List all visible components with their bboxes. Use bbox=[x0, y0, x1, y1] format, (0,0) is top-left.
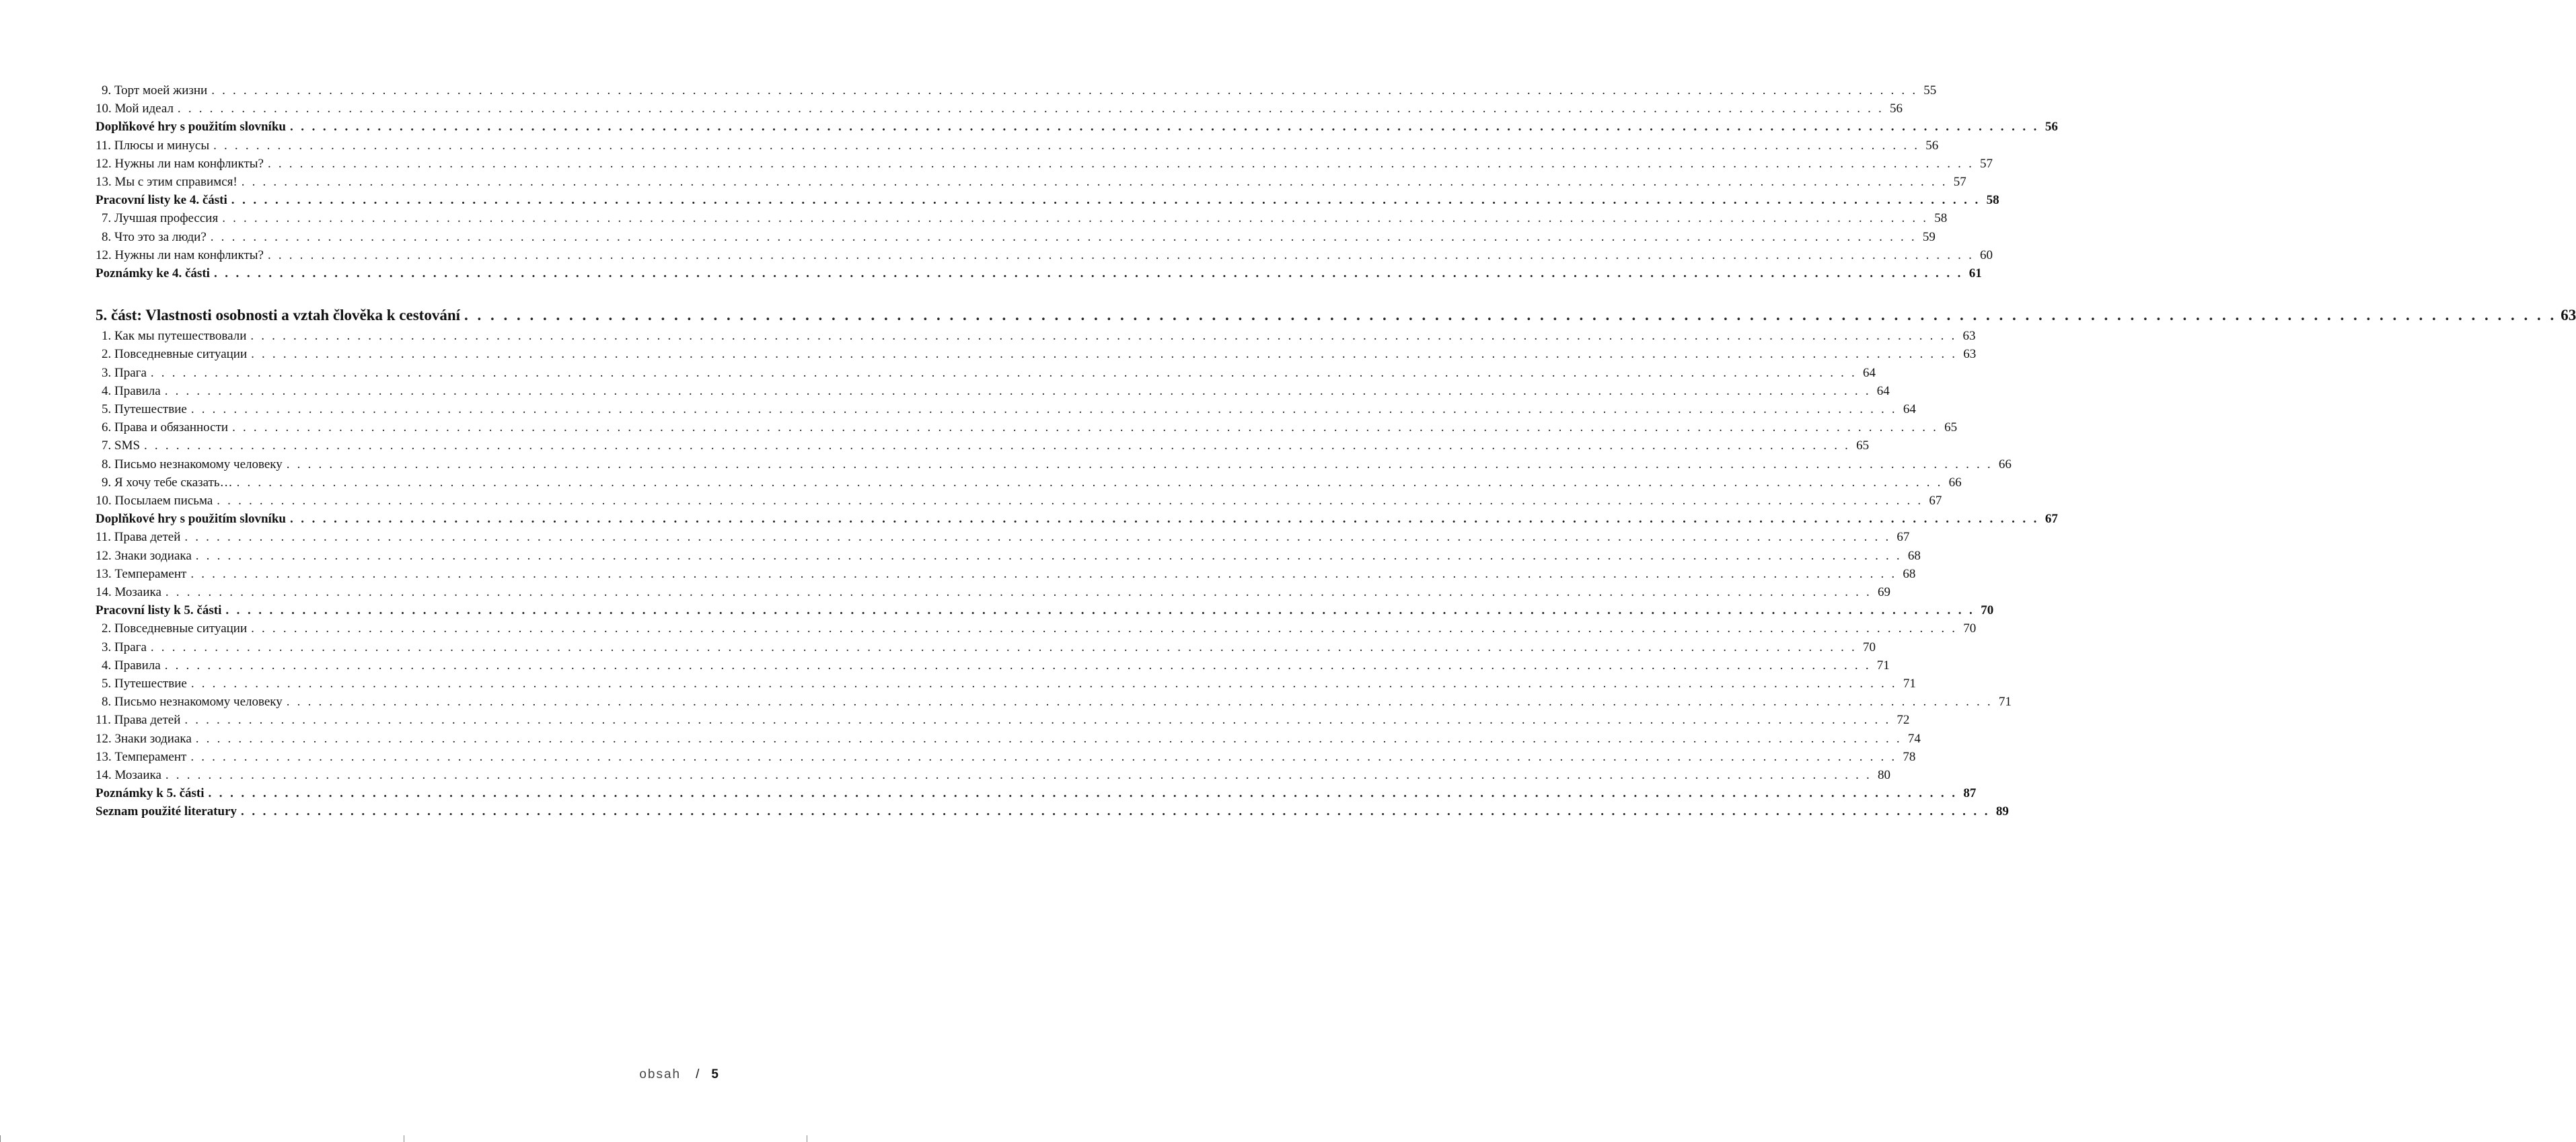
toc-page-number: 58 bbox=[1934, 211, 1948, 226]
toc-entry bbox=[96, 174, 1966, 191]
toc-entry-number: 6. bbox=[102, 420, 112, 435]
toc-page-number: 56 bbox=[2045, 120, 2058, 135]
toc-page-number: 67 bbox=[1929, 494, 1942, 508]
toc-entry-label bbox=[96, 265, 214, 282]
dot-leader: . . . . . . . . . . . . . . . . . . . . . . . . . . . . . . . . . . . . . . . . . . . . . . . . . . . . . . . . . . . . . . . . . . . . . . . . . . . . . . . . . . . . . . . . . . . . . . . . . . . . . . . . . . . . . . . . . . . . . . . . . . . . . . . . . . . . . . . . . . . . . . . . . . . . . . . . . . . . . . . . bbox=[195, 731, 1902, 746]
toc-page-number: 80 bbox=[1877, 768, 1890, 782]
dot-leader: . . . . . . . . . . . . . . . . . . . . . . . . . . . . . . . . . . . . . . . . . . . . . . . . . . . . . . . . . . . . . . . . . . . . . . . . . . . . . . . . . . . . . . . . . . . . . . . . . . . . . . . . . . . . . . . . . . . . . . . . . . . . . . . . . . . . . . . . . . . . . . . . . . . . . . . . . . . . . . . . bbox=[213, 266, 1963, 280]
toc-page-number: 87 bbox=[1963, 786, 1977, 801]
toc-page-number: 64 bbox=[1862, 365, 1876, 380]
toc-section-heading bbox=[96, 118, 2058, 136]
toc-entry-number: 10. bbox=[96, 102, 112, 116]
toc-entry bbox=[96, 639, 1876, 656]
dot-leader: . . . . . . . . . . . . . . . . . . . . . . . . . . . . . . . . . . . . . . . . . . . . . . . . . . . . . . . . . . . . . . . . . . . . . . . . . . . . . . . . . . . . . . . . . . . . . . . . . . . . . . . . . . . . . . . . . . . . . . . . . . . . . . . . . . . . . . . . . . . . . . . . . . . . . . . . . . . . . . . . bbox=[195, 548, 1902, 563]
toc-entry-title: Я хочу тебе сказать… bbox=[114, 475, 233, 490]
toc-entry-number: 11. bbox=[96, 138, 112, 153]
toc-entry-label bbox=[96, 137, 213, 155]
toc-entry-number: 7. bbox=[102, 439, 112, 453]
dot-leader: . . . . . . . . . . . . . . . . . . . . . . . . . . . . . . . . . . . . . . . . . . . . . . . . . . . . . . . . . . . . . . . . . . . . . . . . . . . . . . . . . . . . . . . . . . . . . . . . . . . . . . . . . . . . . . . . . . . . . . . . . . . . . . . . . . . . . . . . . . . . . . . . . . . . . . . . . . . . . . . . bbox=[210, 229, 1917, 244]
toc-entry-title: Права и обязанности bbox=[114, 420, 229, 435]
toc-entry-label bbox=[96, 749, 190, 766]
toc-page-number: 74 bbox=[1907, 731, 1921, 746]
toc-entry bbox=[96, 529, 1910, 546]
toc-page-number: 78 bbox=[1903, 749, 1916, 764]
toc-entry-number: 12. bbox=[96, 248, 112, 262]
toc-page-number: 89 bbox=[1995, 804, 2009, 819]
toc-part-heading bbox=[96, 305, 2576, 326]
dot-leader: . . . . . . . . . . . . . . . . . . . . . . . . . . . . . . . . . . . . . . . . . . . . . . . . . . . . . . . . . . . . . . . . . . . . . . . . . . . . . . . . . . . . . . . . . . . . . . . . . . . . . . . . . . . . . . . . . . . . . . . . . . . . . . . . . . . . . . . . . . . . . . . . . . . . . . . . . . . . . . . . bbox=[251, 347, 1958, 362]
toc-entry-title: Путешествие bbox=[114, 402, 187, 416]
toc-entry-label bbox=[96, 82, 211, 100]
page-number: 5 bbox=[711, 1067, 719, 1081]
toc-entry-label bbox=[96, 210, 222, 227]
toc-entry-label bbox=[96, 328, 250, 345]
toc-entry-number: 5. bbox=[102, 402, 112, 416]
toc-page-number: 68 bbox=[1903, 566, 1916, 581]
toc-entry-label bbox=[96, 155, 268, 173]
toc-entry bbox=[96, 675, 1916, 693]
toc-page-number: 64 bbox=[1876, 383, 1890, 398]
toc-entry-number: 13. bbox=[96, 749, 112, 764]
toc-entry-label bbox=[96, 346, 251, 363]
toc-entry-label bbox=[96, 767, 165, 784]
dot-leader: . . . . . . . . . . . . . . . . . . . . . . . . . . . . . . . . . . . . . . . . . . . . . . . . . . . . . . . . . . . . . . . . . . . . . . . . . . . . . . . . . . . . . . . . . . . . . . . . . . . . . . . . . . . . . . . . . . . . . . . . . . . . . . . . . . . . . . . . . . . . . . . . . . . . . . . . . . . . . . . . bbox=[213, 138, 1920, 153]
toc-entry bbox=[96, 437, 1870, 455]
toc-entry-title: Seznam použité literatury bbox=[96, 804, 237, 819]
dot-leader: . . . . . . . . . . . . . . . . . . . . . . . . . . . . . . . . . . . . . . . . . . . . . . . . . . . . . . . . . . . . . . . . . . . . . . . . . . . . . . . . . . . . . . . . . . . . . . . . . . . . . . . . . . . . . . . . . . . . . . . . . . . . . . . . . . . . . . . . . . . . . . . . . . . . . . . . . . . . . . . . bbox=[150, 365, 1857, 380]
toc-entry bbox=[96, 767, 1890, 784]
toc-entry bbox=[96, 247, 1993, 264]
toc-entry-title: Знаки зодиака bbox=[114, 548, 192, 563]
dot-leader: . . . . . . . . . . . . . . . . . . . . . . . . . . . . . . . . . . . . . . . . . . . . . . . . . . . . . . . . . . . . . . . . . . . . . . . . . . . . . . . . . . . . . . . . . . . . . . . . . . . . . . . . . . . . . . . . . . . . . . . . . . . . . . . . . . . . . . . . . . . . . . . . . . . . . . . . . . . . . . . . bbox=[150, 640, 1857, 654]
toc-entry-label bbox=[96, 118, 290, 136]
toc-section-heading bbox=[96, 803, 2009, 821]
toc-entry-label bbox=[96, 529, 184, 546]
toc-entry-number: 10. bbox=[96, 494, 112, 508]
toc-page-number: 71 bbox=[1998, 695, 2012, 710]
toc-entry-title: Посылаем письма bbox=[114, 494, 213, 508]
toc-entry-label bbox=[96, 401, 191, 418]
toc-entry-title: Poznámky k 5. části bbox=[96, 786, 205, 801]
toc-entry-title: Правила bbox=[114, 658, 161, 673]
toc-entry-title: Мой идеал bbox=[114, 102, 174, 116]
toc-entry bbox=[96, 657, 1890, 675]
toc-entry-title: Письмо незнакомому человеку bbox=[114, 695, 283, 710]
dot-leader: . . . . . . . . . . . . . . . . . . . . . . . . . . . . . . . . . . . . . . . . . . . . . . . . . . . . . . . . . . . . . . . . . . . . . . . . . . . . . . . . . . . . . . . . . . . . . . . . . . . . . . . . . . . . . . . . . . . . . . . . . . . . . . . . . . . . . . . . . . . . . . . . . . . . . . . . . . . . . . . . bbox=[241, 804, 1990, 819]
toc-entry-title: Мозаика bbox=[114, 768, 161, 782]
dot-leader: . . . . . . . . . . . . . . . . . . . . . . . . . . . . . . . . . . . . . . . . . . . . . . . . . . . . . . . . . . . . . . . . . . . . . . . . . . . . . . . . . . . . . . . . . . . . . . . . . . . . . . . . . . . . . . . . . . . . . . . . . . . . . . . . . . . . . . . . . . . . . . . . . . . . . . . . . . . . . . . . bbox=[286, 695, 1993, 710]
toc-entry bbox=[96, 346, 1977, 363]
toc-page-number: 57 bbox=[1953, 175, 1966, 189]
page-footer bbox=[639, 1067, 719, 1082]
toc-page-number: 67 bbox=[1897, 530, 1910, 545]
toc-section-heading bbox=[96, 602, 1994, 619]
toc-entry-label bbox=[96, 693, 287, 711]
toc-page-number: 71 bbox=[1876, 658, 1890, 673]
toc-section-heading bbox=[96, 785, 1977, 802]
toc-entry-number: 13. bbox=[96, 175, 112, 189]
toc-entry bbox=[96, 137, 1939, 155]
toc-entry bbox=[96, 229, 1936, 246]
toc-entry-label bbox=[96, 229, 211, 246]
toc-page-number: 63 bbox=[1963, 347, 1977, 362]
toc-page-number: 60 bbox=[1980, 248, 1993, 262]
toc-page-number: 57 bbox=[1980, 156, 1993, 171]
toc-page-number: 56 bbox=[1925, 138, 1939, 153]
toc-entry-number: 7. bbox=[102, 211, 112, 226]
toc-entry-title: Что это за люди? bbox=[114, 229, 207, 244]
toc-page-number: 70 bbox=[1862, 640, 1876, 654]
toc-entry-label bbox=[96, 657, 165, 675]
toc-entry-title: Нужны ли нам конфликты? bbox=[114, 248, 264, 262]
toc-page-number: 66 bbox=[1948, 475, 1962, 490]
toc-entry-number: 5. bbox=[102, 677, 112, 691]
dot-leader: . . . . . . . . . . . . . . . . . . . . . . . . . . . . . . . . . . . . . . . . . . . . . . . . . . . . . . . . . . . . . . . . . . . . . . . . . . . . . . . . . . . . . . . . . . . . . . . . . . . . . . . . . . . . . . . . . . . . . . . . . . . . . . . . . . . . . . . . . . . . . . . . . . . . . . . . . . . . . . . . bbox=[289, 120, 2039, 135]
toc-entry-label bbox=[96, 510, 290, 528]
toc-entry-number: 3. bbox=[102, 640, 112, 654]
toc-entry-title: Прага bbox=[114, 365, 147, 380]
dot-leader: . . . . . . . . . . . . . . . . . . . . . . . . . . . . . . . . . . . . . . . . . . . . . . . . . . . . . . . . . . . . . . . . . . . . . . . . . . . . . . . . . . . . . . . . . . . . . . . . . . . . . . . . . . . . . . . . . . . . . . . . . . . . . . . . . . . . . . . . . . . . . . . . . . . . . . . . . . . . . . . . bbox=[190, 402, 1897, 416]
toc-entry-number: 3. bbox=[102, 365, 112, 380]
toc-entry bbox=[96, 383, 1890, 400]
toc-page-number: 68 bbox=[1907, 548, 1921, 563]
toc-entry-label bbox=[96, 712, 184, 729]
toc-entry bbox=[96, 712, 1910, 729]
toc-page-number: 70 bbox=[1963, 621, 1977, 636]
toc-entry bbox=[96, 365, 1876, 382]
dot-leader: . . . . . . . . . . . . . . . . . . . . . . . . . . . . . . . . . . . . . . . . . . . . . . . . . . . . . . . . . . . . . . . . . . . . . . . . . . . . . . . . . . . . . . . . . . . . . . . . . . . . . . . . . . . . . . . . . . . . . . . . . . . . . . . . . . . . . . . . . . . . . . . . . . . . . . . . . . . . . . . . bbox=[231, 193, 1981, 208]
toc-entry-number: 13. bbox=[96, 566, 112, 581]
dot-leader: . . . . . . . . . . . . . . . . . . . . . . . . . . . . . . . . . . . . . . . . . . . . . . . . . . . . . . . . . . . . . . . . . . . . . . . . . . . . . . . . . . . . . . . . . . . . . . . . . . . . . . . . . . . . . . . . . . . . . . . . . . . . . . . . . . . . . . . . . . . . . . . . . . . . . . . . . . . . . . . . bbox=[144, 439, 1851, 453]
toc-entry-label bbox=[96, 803, 241, 821]
toc-entry-title: Права детей bbox=[114, 530, 181, 545]
toc-entry-label bbox=[96, 474, 237, 492]
dot-leader: . . . . . . . . . . . . . . . . . . . . . . . . . . . . . . . . . . . . . . . . . . . . . . . . . . . . . . . . . . . . . . . . . . . . . . . . . . . . . . . . . . . . . . . . . . . . . . . . . . . . . . . . . . . . . . . . . . . . . . . . . . . . . . . . . . . . . . . . . . . . . . . . . . . . . . . . . . . . . . . . bbox=[165, 585, 1872, 599]
toc-entry-label bbox=[96, 785, 209, 802]
toc-entry-label bbox=[96, 305, 464, 326]
toc-section-heading bbox=[96, 265, 1982, 282]
toc-entry-title: Повседневные ситуации bbox=[114, 347, 248, 362]
crop-mark-left bbox=[0, 1135, 1, 1142]
toc-entry-title: Pracovní listy ke 4. části bbox=[96, 193, 227, 208]
dot-leader: . . . . . . . . . . . . . . . . . . . . . . . . . . . . . . . . . . . . . . . . . . . . . . . . . . . . . . . . . . . . . . . . . . . . . . . . . . . . . . . . . . . . . . . . . . . . . . . . . . . . . . . . . . . . . . . . . . . . . . . . . . . . . . . . . . . . . . . . . . . . . . . . . . . . . . . . . . . . . . . . bbox=[190, 749, 1897, 764]
toc-page-number: 69 bbox=[1877, 585, 1890, 599]
toc-entry-title: SMS bbox=[114, 439, 141, 453]
toc-entry-label bbox=[96, 602, 225, 619]
toc-entry-title: Плюсы и минусы bbox=[114, 138, 210, 153]
toc-entry-label bbox=[96, 492, 217, 510]
toc-entry bbox=[96, 730, 1921, 748]
toc-entry bbox=[96, 419, 1958, 436]
toc-entry-label bbox=[96, 100, 178, 118]
dot-leader: . . . . . . . . . . . . . . . . . . . . . . . . . . . . . . . . . . . . . . . . . . . . . . . . . . . . . . . . . . . . . . . . . . . . . . . . . . . . . . . . . . . . . . . . . . . . . . . . . . . . . . . . . . . . . . . . . . . . . . . . . . . . . . . . . . . . . . . . . . . . . . . . . . . . . . . . . . . . . . . . bbox=[251, 621, 1958, 636]
toc-entry-label bbox=[96, 192, 231, 209]
toc-entry-title: Мозаика bbox=[114, 585, 161, 599]
toc-entry bbox=[96, 210, 1948, 227]
toc-entry bbox=[96, 82, 1937, 100]
toc-entry-number: 9. bbox=[102, 83, 112, 98]
toc-entry-number: 14. bbox=[96, 768, 112, 782]
toc-page-number: 63 bbox=[2561, 307, 2576, 324]
dot-leader: . . . . . . . . . . . . . . . . . . . . . . . . . . . . . . . . . . . . . . . . . . . . . . . . . . . . . . . . . . . . . . . . . . . . . . . . . . . . . . . . . . . . . . . . . . . . . . . . . . . . . . . . . . . . . . . . . . . . . . . . . . . . . . . . . . . . . . . . . . . . . . . . . . . . . . . . . . . . . . . . bbox=[289, 512, 2039, 527]
dot-leader: . . . . . . . . . . . . . . . . . . . . . . . . . . . . . . . . . . . . . . . . . . . . . . . . . . . . . . . . . . . . . . . . . . . . . . . . . . . . . . . . . . . . . . . . . . . . . . . . . . . . . . . . . . . . . . . . . . . . . . . . . . . . . . . . . . . . . . . . . . . . . . . . . . . . . . . . . . . . . . . . bbox=[222, 211, 1929, 226]
toc-entry-number: 1. bbox=[102, 329, 112, 344]
toc-entry-number: 4. bbox=[102, 658, 112, 673]
toc-entry bbox=[96, 620, 1977, 638]
toc-entry-title: Как мы путешествовали bbox=[114, 329, 247, 344]
toc-entry-title: Темперамент bbox=[114, 749, 187, 764]
toc-entry-title: Прага bbox=[114, 640, 147, 654]
toc-entry bbox=[96, 155, 1993, 173]
toc-page-number: 65 bbox=[1856, 439, 1870, 453]
toc-entry bbox=[96, 401, 1916, 418]
dot-leader: . . . . . . . . . . . . . . . . . . . . . . . . . . . . . . . . . . . . . . . . . . . . . . . . . . . . . . . . . . . . . . . . . . . . . . . . . . . . . . . . . . . . . . . . . . . . . . . . . . . . . . . . . . . . . . . . . . . . . . . . . . . . . . . . . . . . . . . . . . . . . . . . . . . . . . . . . . . . . . . . bbox=[267, 248, 1975, 262]
dot-leader: . . . . . . . . . . . . . . . . . . . . . . . . . . . . . . . . . . . . . . . . . . . . . . . . . . . . . . . . . . . . . . . . . . . . . . . . . . . . . . . . . . . . . . . . . . . . . . . . . . . . . . . . . . . . . . . . . . . . . . . . . . . . . . . . . . . . . . . . . . . . . . . . . . . . . . . . . . . . . . . . bbox=[190, 677, 1897, 691]
toc-page-number: 64 bbox=[1903, 402, 1916, 416]
toc-entry-label bbox=[96, 584, 165, 601]
toc-entry-title: Лучшая профессия bbox=[114, 211, 219, 226]
toc-entry bbox=[96, 328, 1976, 345]
toc-page-number: 72 bbox=[1897, 713, 1910, 728]
toc-entry-label bbox=[96, 437, 144, 455]
toc-entry-title: 5. část: Vlastnosti osobnosti a vztah člověka k cestování bbox=[96, 307, 461, 324]
dot-leader: . . . . . . . . . . . . . . . . . . . . . . . . . . . . . . . . . . . . . . . . . . . . . . . . . . . . . . . . . . . . . . . . . . . . . . . . . . . . . . . . . . . . . . . . . . . . . . . . . . . . . . . . . . . . . . . . . . . . . . . . . . . . . . . . . . . . . . . . . . . . . . . . . . . . . . . . . . . . . . . . bbox=[164, 383, 1871, 398]
toc-entry-number: 11. bbox=[96, 530, 112, 545]
toc-entry-title: Путешествие bbox=[114, 677, 187, 691]
toc-entry bbox=[96, 492, 1942, 510]
dot-leader: . . . . . . . . . . . . . . . . . . . . . . . . . . . . . . . . . . . . . . . . . . . . . . . . . . . . . . . . . . . . . . . . . . . . . . . . . . . . . . . . . . . . . . . . . . . . . . . . . . . . . . . . . . . . . . . . . . . . . . . . . . . . . . . . . . . . . . . . . . . . . . . . . . . . . . . . . . . . . . . . bbox=[241, 175, 1948, 189]
dot-leader: . . . . . . . . . . . . . . . . . . . . . . . . . . . . . . . . . . . . . . . . . . . . . . . . . . . . . . . . . . . . . . . . . . . . . . . . . . . . . . . . . . . . . . . . . . . . . . . . . . . . . . . . . . . . . . . . . . . . . . . . . . . . . . . . . . . . . . . . . . . . . . . . . . . . . . . . . . . . . . . . bbox=[165, 768, 1872, 782]
dot-leader: . . . . . . . . . . . . . . . . . . . . . . . . . . . . . . . . . . . . . . . . . . . . . . . . . . . . . . . . . . . . . . . . . . . . . . . . . . . . . . . . . . . . . . . . . . . . . . . . . . . . . . . . . . . . . . . . . . . . . . . . . . . . . . . . . . . . . . . . . . . . . . . . . . . . . . . . . . . . . . . . bbox=[232, 420, 1939, 435]
footer-separator: / bbox=[696, 1067, 701, 1081]
dot-leader: . . . . . . . . . . . . . . . . . . . . . . . . . . . . . . . . . . . . . . . . . . . . . . . . . . . . . . . . . . . . . . . . . . . . . . . . . . . . . . . . . . . . . . . . . . . . . . . . . . . . . . . . . . . . . . . . . . . . . . . . . . . . . . . . . . . . . . . . . . . . . . . . . . . . . . . . . . . . . . . . bbox=[267, 156, 1975, 171]
dot-leader: . . . . . . . . . . . . . . . . . . . . . . . . . . . . . . . . . . . . . . . . . . . . . . . . . . . . . . . . . . . . . . . . . . . . . . . . . . . . . . . . . . . . . . . . . . . . . . . . . . . . . . . . . . . . . . . . . . . . . . . . . . . . . . . . . . . . . . . . . . . . . . . . . . . . . . . . . . . . . . . . bbox=[236, 475, 1943, 490]
toc-entry-label bbox=[96, 675, 191, 693]
toc-entry bbox=[96, 456, 2012, 473]
toc-entry-number: 8. bbox=[102, 229, 112, 244]
toc-entry bbox=[96, 693, 2012, 711]
toc-entry-number: 2. bbox=[102, 347, 112, 362]
toc-entry-number: 9. bbox=[102, 475, 112, 490]
toc-entry-title: Знаки зодиака bbox=[114, 731, 192, 746]
toc-entry-label bbox=[96, 730, 196, 748]
dot-leader: . . . . . . . . . . . . . . . . . . . . . . . . . . . . . . . . . . . . . . . . . . . . . . . . . . . . . . . . . . . . . . . . . . . . . . . . . . . . . . . . . . . . . . . . . . . . . . . . . . . . . . . . . . . . . . . . . . . . . . . . . . . . . . . . . . . . . . . . . . . . . . . . . . . . . . . . . . . . . . . . bbox=[177, 102, 1884, 116]
toc-page-number: 71 bbox=[1903, 677, 1916, 691]
toc-entry-label bbox=[96, 419, 232, 436]
toc-entry-label bbox=[96, 566, 190, 583]
toc-entry-title: Нужны ли нам конфликты? bbox=[114, 156, 264, 171]
toc-entry-number: 12. bbox=[96, 548, 112, 563]
toc-page-number: 59 bbox=[1922, 229, 1936, 244]
toc-page-number: 56 bbox=[1889, 102, 1903, 116]
dot-leader: . . . . . . . . . . . . . . . . . . . . . . . . . . . . . . . . . . . . . . . . . . . . . . . . . . . . . . . . . . . . . . . . . . . . . . . . . . . . . . . . . . . . . . . . . . . . . . . . . . . . . . . . . . . . . . . . . . . . . . . . . . . . . . . . . . . . . . . . . . . . . . . . . . . . . . . . . . . . . . . . bbox=[250, 329, 1957, 344]
toc-entry-title: Doplňkové hry s použitím slovníku bbox=[96, 512, 286, 527]
toc-page-number: 66 bbox=[1998, 457, 2012, 471]
toc-entry-label bbox=[96, 639, 151, 656]
footer-section-label: obsah bbox=[639, 1067, 682, 1081]
toc-page-number: 61 bbox=[1968, 266, 1982, 280]
toc-entry bbox=[96, 100, 1903, 118]
dot-leader: . . . . . . . . . . . . . . . . . . . . . . . . . . . . . . . . . . . . . . . . . . . . . . . . . . . . . . . . . . . . . . . . . . . . . . . . . . . . . . . . . . . . . . . . . . . . . . . . . . . . . . . . . . . . . . . . . . . . . . . . . . . . . . . . . . . . . . . . . . . . . . . . . . . . . . . . . . . . . . . . bbox=[184, 530, 1891, 545]
toc-entry-number: 2. bbox=[102, 621, 112, 636]
toc-entry bbox=[96, 547, 1921, 565]
dot-leader: . . . . . . . . . . . . . . . . . . . . . . . . . . . . . . . . . . . . . . . . . . . . . . . . . . . . . . . . . . . . . . . . . . . . . . . . . . . . . . . . . . . . . . . . . . . . . . . . . . . . . . . . . . . . . . . . . . . . . . . . . . . . . . . . . . . . . . . . . . . . . . . . . . . . . . . . . . . . . . . . bbox=[217, 494, 1923, 508]
toc-section-heading bbox=[96, 510, 2058, 528]
toc-entry bbox=[96, 566, 1916, 583]
toc-entry-number: 12. bbox=[96, 156, 112, 171]
dot-leader: . . . . . . . . . . . . . . . . . . . . . . . . . . . . . . . . . . . . . . . . . . . . . . . . . . . . . . . . . . . . . . . . . . . . . . . . . . . . . . . . . . . . . . . . . . . . . . . . . . . . . . . . . . . . . . . . . . . . . . . . . . . . . . . . . . . . . . . . . . . . . . . . . . . . . . . . . . . . . . . . bbox=[211, 83, 1918, 98]
dot-leader: . . . . . . . . . . . . . . . . . . . . . . . . . . . . . . . . . . . . . . . . . . . . . . . . . . . . . . . . . . . . . . . . . . . . . . . . . . . . . . . . . . . . . . . . . . . . . . . . . . . . . . . . . . . . . . . . . . . . . . . . . . . . . . . . . . . . . . . . . . . . . . . . . . . . . . . . . . . . . . . . bbox=[286, 457, 1993, 471]
toc-page-number: 67 bbox=[2045, 512, 2058, 527]
toc-entry-number: 4. bbox=[102, 383, 112, 398]
toc-page-number: 70 bbox=[1981, 603, 1994, 618]
dot-leader: . . . . . . . . . . . . . . . . . . . . . . . . . . . . . . . . . . . . . . . . . . . . . . . . . . . . . . . . . . . . . . . . . . . . . . . . . . . . . . . . . . . . . . . . . . . . . . . . . . . . . . . . . . . . . . . . . . . . . . . . . . . . . . . . . . . . . . . . . . . . . . . . . . . . . . . . . . . . . . . . bbox=[184, 713, 1891, 728]
toc-entry bbox=[96, 584, 1890, 601]
toc-entry-number: 14. bbox=[96, 585, 112, 599]
toc-entry-label bbox=[96, 456, 287, 473]
toc-page-number: 63 bbox=[1962, 329, 1976, 344]
toc-entry-title: Темперамент bbox=[114, 566, 187, 581]
toc-entry-number: 12. bbox=[96, 731, 112, 746]
toc-entry-label bbox=[96, 383, 165, 400]
toc-entry-title: Письмо незнакомому человеку bbox=[114, 457, 283, 471]
dot-leader: . . . . . . . . . . . . . . . . . . . . . . . . . . . . . . . . . . . . . . . . . . . . . . . . . . . . . . . . . . . . . . . . . . . . . . . . . . . . . . . . . . . . . . . . . . . . . . . . . . . . . . . . . . . . . . . . . . . . . . . . . . . . . . . . . . . . . . . . . . . . . . . . . . . . . . . . . . . . . . . . bbox=[164, 658, 1871, 673]
toc-entry-number: 8. bbox=[102, 695, 112, 710]
toc-entry-label bbox=[96, 620, 251, 638]
dot-leader: . . . . . . . . . . . . . . . . . . . . . . . . . . . . . . . . . . . . . . . . . . . . . . . . . . . . . . . . . . . . . . . . . . . . . . . . . . . . . . . . . . . . . . . . . . . . . . . . . . . . . . . . . . . . . . . . . . . . . . . . . . . . . . . . . . . . . . . . . . . . . . . . . . . . . . . . . . . . . . . . bbox=[225, 603, 1975, 618]
toc-entry-number: 11. bbox=[96, 713, 112, 728]
toc-entry-label bbox=[96, 547, 196, 565]
toc-page-number: 58 bbox=[1986, 193, 1999, 208]
toc-entry-title: Торт моей жизни bbox=[114, 83, 208, 98]
dot-leader: . . . . . . . . . . . . . . . . . . . . . . . . . . . . . . . . . . . . . . . . . . . . . . . . . . . . . . . . . . . . . . . . . . . . . . . . . . . . . . . . . . . . . . . . . . . . . . . . . . . . . . . . . . . . . . . . . . . . . . . . . . . . . . . . . . . . . . . . . . . . . . . . . . . . . . . . . . . . . . . . bbox=[464, 307, 2557, 324]
toc-entry-number: 8. bbox=[102, 457, 112, 471]
toc-entry-title: Права детей bbox=[114, 713, 181, 728]
toc-entry-label bbox=[96, 174, 242, 191]
toc-entry bbox=[96, 749, 1916, 766]
toc-entry-title: Pracovní listy k 5. části bbox=[96, 603, 222, 618]
toc-page-number: 55 bbox=[1923, 83, 1937, 98]
toc-entry-title: Мы с этим справимся! bbox=[114, 175, 237, 189]
toc-entry bbox=[96, 474, 1962, 492]
toc-entry-title: Повседневные ситуации bbox=[114, 621, 248, 636]
toc-entry-title: Doplňkové hry s použitím slovníku bbox=[96, 120, 286, 135]
toc-entry-title: Poznámky ke 4. části bbox=[96, 266, 210, 280]
toc-entry-label bbox=[96, 365, 151, 382]
toc-section-heading bbox=[96, 192, 1999, 209]
toc-entry-title: Правила bbox=[114, 383, 161, 398]
dot-leader: . . . . . . . . . . . . . . . . . . . . . . . . . . . . . . . . . . . . . . . . . . . . . . . . . . . . . . . . . . . . . . . . . . . . . . . . . . . . . . . . . . . . . . . . . . . . . . . . . . . . . . . . . . . . . . . . . . . . . . . . . . . . . . . . . . . . . . . . . . . . . . . . . . . . . . . . . . . . . . . . bbox=[208, 786, 1958, 801]
toc-page-number: 65 bbox=[1944, 420, 1958, 435]
toc-entry-label bbox=[96, 247, 268, 264]
dot-leader: . . . . . . . . . . . . . . . . . . . . . . . . . . . . . . . . . . . . . . . . . . . . . . . . . . . . . . . . . . . . . . . . . . . . . . . . . . . . . . . . . . . . . . . . . . . . . . . . . . . . . . . . . . . . . . . . . . . . . . . . . . . . . . . . . . . . . . . . . . . . . . . . . . . . . . . . . . . . . . . . bbox=[190, 566, 1897, 581]
